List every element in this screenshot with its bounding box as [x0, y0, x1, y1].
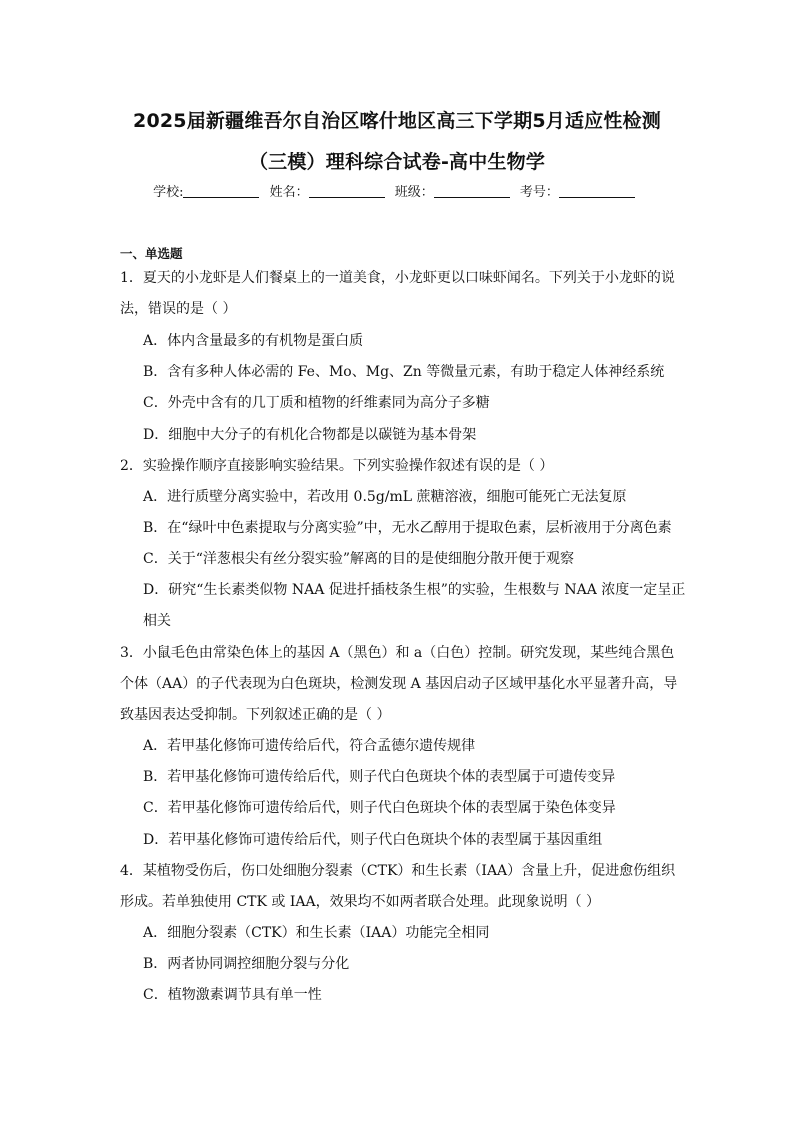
question-4-stem-line-1: 4．某植物受伤后，伤口处细胞分裂素（CTK）和生长素（IAA）含量上升，促进愈伤组织 [120, 863, 676, 879]
question-1-option-d[interactable]: D．细胞中大分子的有机化合物都是以碳链为基本骨架 [143, 427, 477, 443]
question-4-stem-line-2: 形成。若单独使用 CTK 或 IAA，效果均不如两者联合处理。此现象说明（ ） [120, 894, 601, 910]
question-1-stem-line-2: 法，错误的是（ ） [120, 301, 237, 317]
question-2-option-d-cont[interactable]: 相关 [143, 613, 171, 629]
student-info-row [0, 181, 794, 200]
question-4-option-c[interactable]: C．植物激素调节具有单一性 [143, 987, 322, 1003]
name-blank[interactable] [309, 184, 385, 198]
question-4-option-a[interactable]: A．细胞分裂素（CTK）和生长素（IAA）功能完全相同 [143, 925, 490, 941]
question-4-option-b[interactable]: B．两者协同调控细胞分裂与分化 [143, 956, 350, 972]
question-3-stem-line-3: 致基因表达受抑制。下列叙述正确的是（ ） [120, 707, 391, 723]
question-1-option-b[interactable]: B．含有多种人体必需的 Fe、Mo、Mg、Zn 等微量元素，有助于稳定人体神经系统 [143, 364, 665, 380]
question-2-option-b[interactable]: B．在“绿叶中色素提取与分离实验”中，无水乙醇用于提取色素，层析液用于分离色素 [143, 520, 672, 536]
name-label: 姓名： [269, 185, 309, 200]
class-label: 班级： [394, 185, 434, 200]
question-2-stem-line-1: 2．实验操作顺序直接影响实验结果。下列实验操作叙述有误的是（ ） [120, 458, 554, 474]
exam-number-label: 考号： [519, 185, 559, 200]
question-1-option-a[interactable]: A．体内含量最多的有机物是蛋白质 [143, 333, 364, 349]
question-3-option-d[interactable]: D．若甲基化修饰可遗传给后代，则子代白色斑块个体的表型属于基因重组 [143, 832, 603, 848]
question-3-option-a[interactable]: A．若甲基化修饰可遗传给后代，符合孟德尔遗传规律 [143, 738, 476, 754]
question-2-option-a[interactable]: A．进行质壁分离实验中，若改用 0.5g/mL 蔗糖溶液，细胞可能死亡无法复原 [143, 489, 627, 505]
question-3-option-c[interactable]: C．若甲基化修饰可遗传给后代，则子代白色斑块个体的表型属于染色体变异 [143, 800, 616, 816]
question-1-stem-line-1: 1．夏天的小龙虾是人们餐桌上的一道美食，小龙虾更以口味虾闻名。下列关于小龙虾的说 [120, 270, 675, 286]
exam-title-line-1: 2025届新疆维吾尔自治区喀什地区高三下学期5月适应性检测 [133, 110, 661, 132]
question-3-stem-line-2: 个体（AA）的子代表现为白色斑块，检测发现 A 基因启动子区域甲基化水平显著升高，导 [120, 676, 678, 692]
school-blank[interactable] [183, 184, 259, 198]
question-2-option-c[interactable]: C．关于“洋葱根尖有丝分裂实验”解离的目的是使细胞分散开便于观察 [143, 551, 575, 567]
question-2-option-d[interactable]: D．研究“生长素类似物 NAA 促进扦插枝条生根”的实验，生根数与 NAA 浓度一定呈正 [143, 582, 686, 598]
exam-title-line-2: （三模）理科综合试卷-高中生物学 [248, 151, 546, 173]
school-label: 学校: [153, 185, 184, 200]
section-heading: 一、单选题 [120, 246, 183, 261]
question-3-option-b[interactable]: B．若甲基化修饰可遗传给后代，则子代白色斑块个体的表型属于可遗传变异 [143, 769, 616, 785]
class-blank[interactable] [434, 184, 510, 198]
question-1-option-c[interactable]: C．外壳中含有的几丁质和植物的纤维素同为高分子多糖 [143, 395, 490, 411]
exam-number-blank[interactable] [559, 184, 635, 198]
question-3-stem-line-1: 3．小鼠毛色由常染色体上的基因 A（黑色）和 a（白色）控制。研究发现，某些纯合黑色 [120, 645, 675, 661]
